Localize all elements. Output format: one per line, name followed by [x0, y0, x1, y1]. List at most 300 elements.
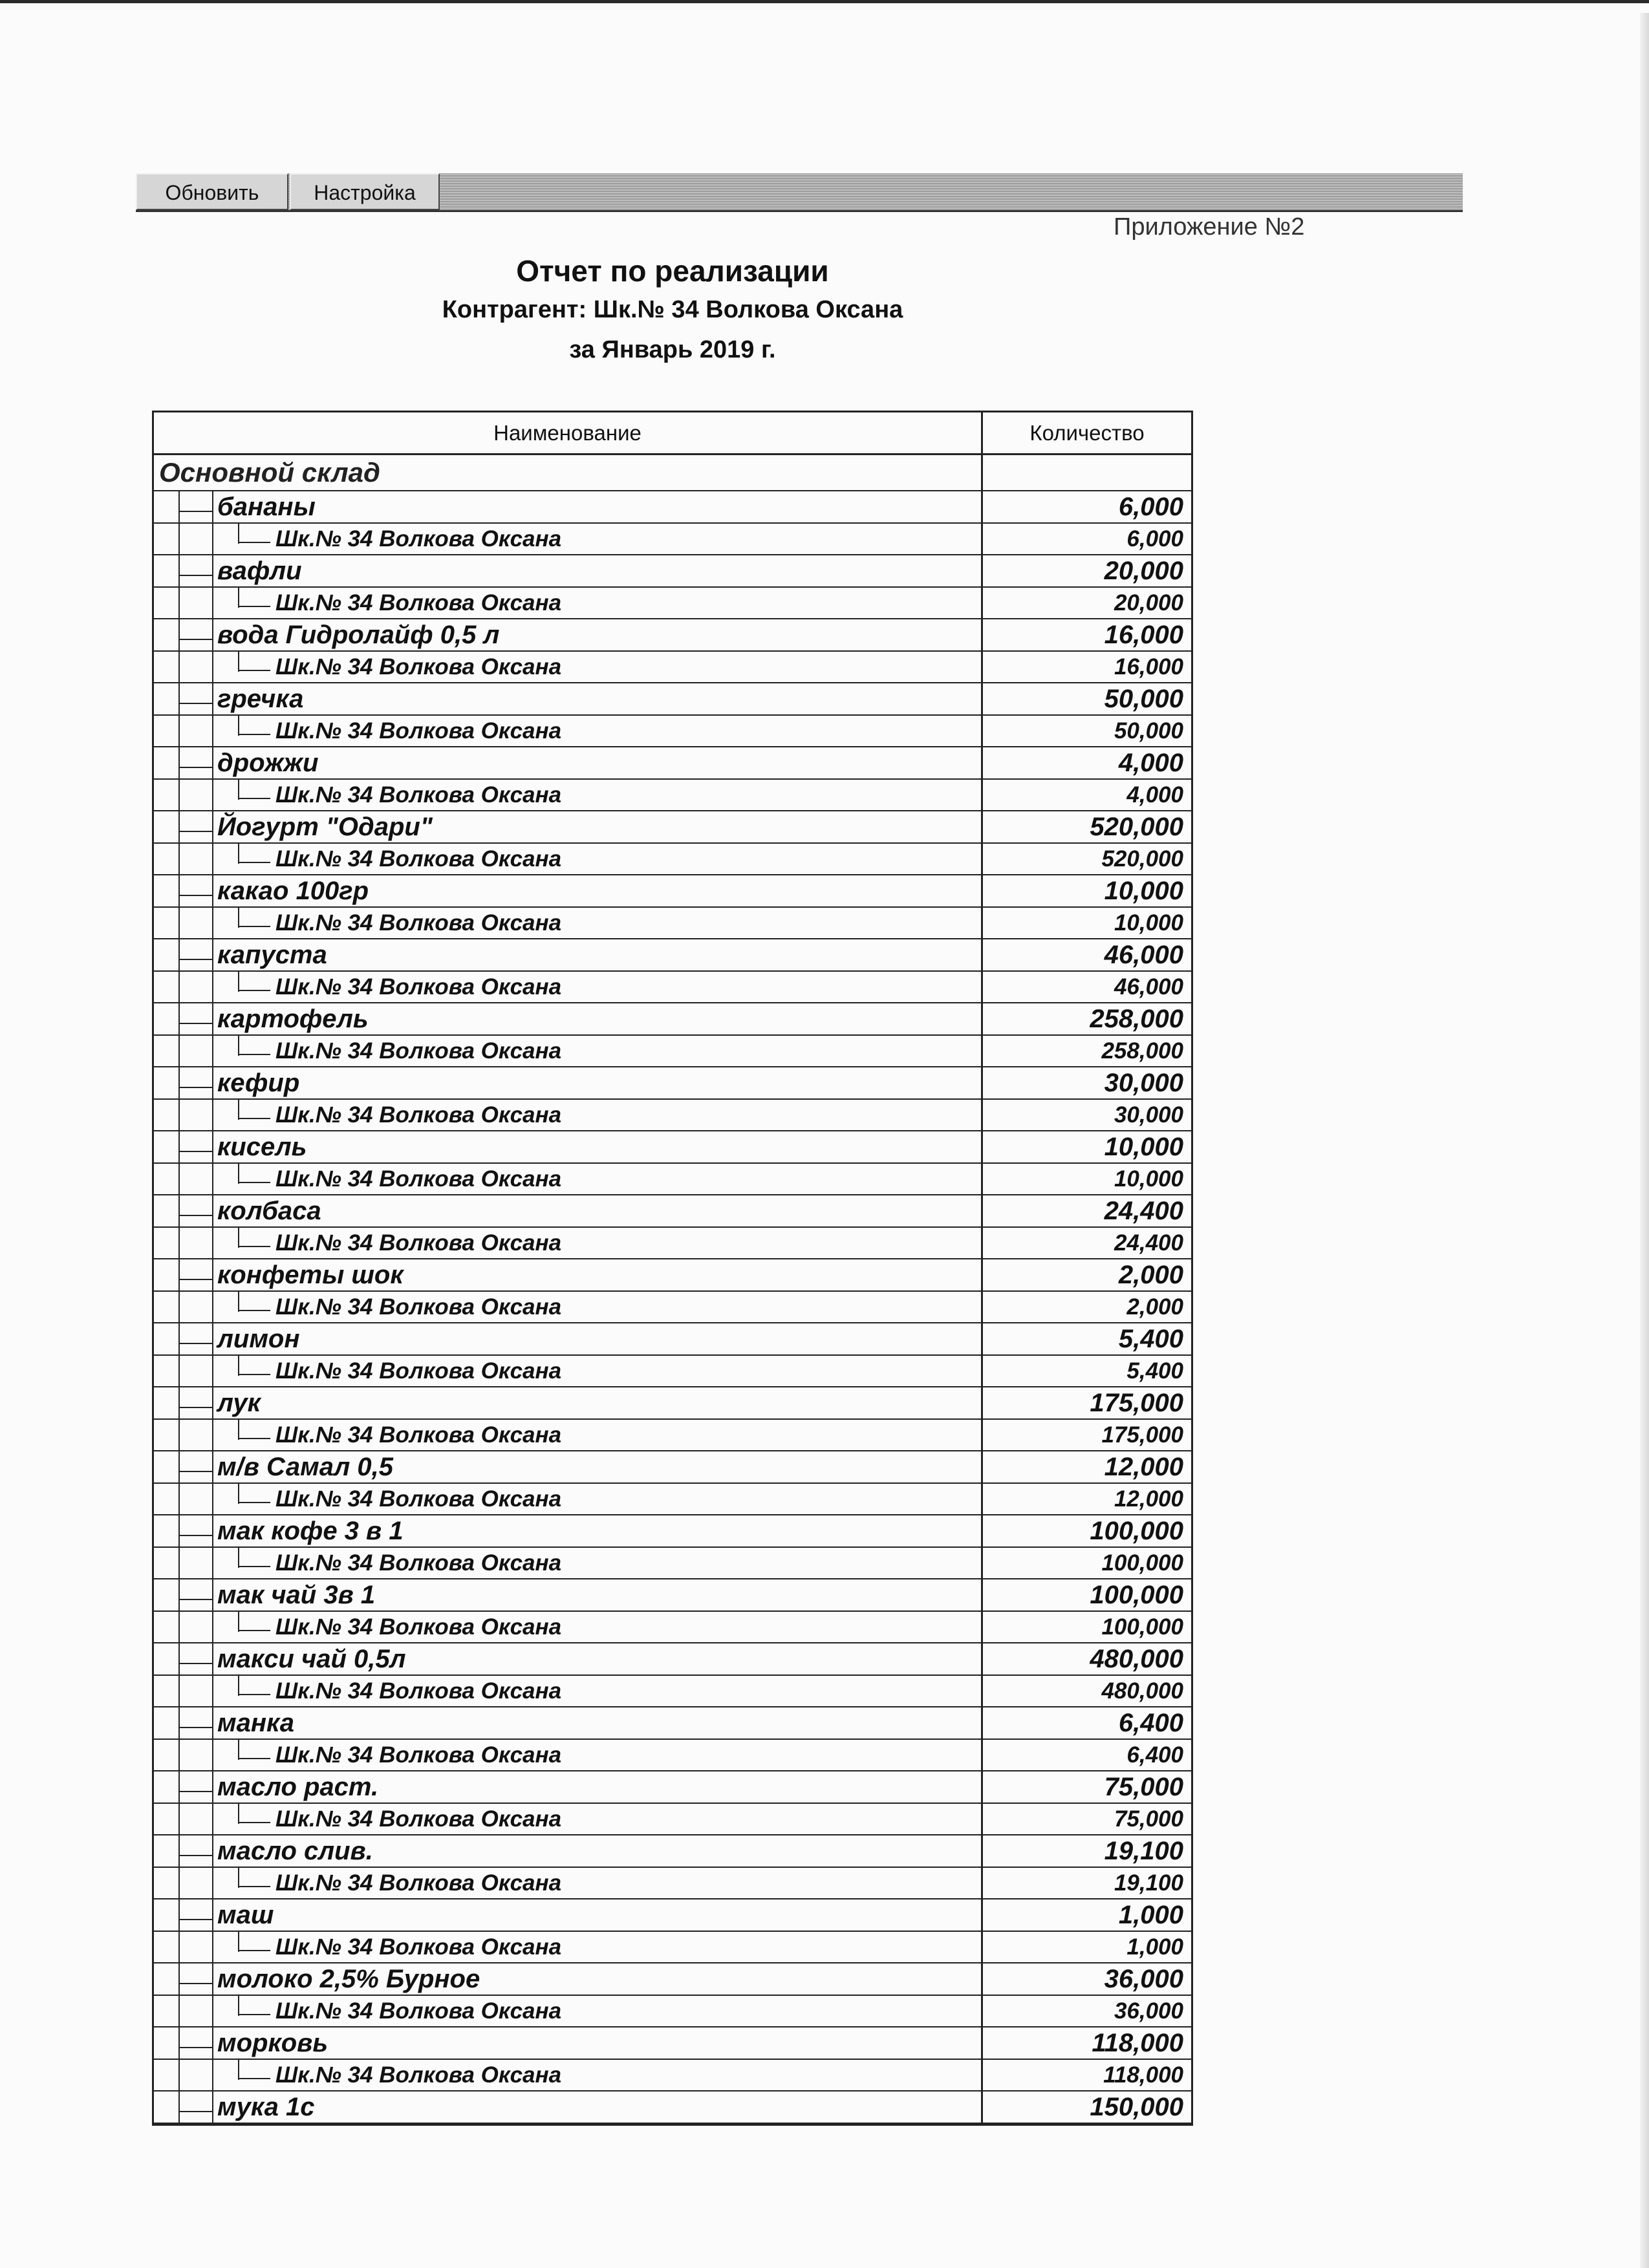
- tree-connector: [238, 606, 270, 607]
- table-row: [154, 1292, 1191, 1323]
- product-cell: [154, 747, 983, 778]
- product-quantity: 19,100: [1104, 1837, 1183, 1865]
- tree-connector: [238, 1310, 270, 1311]
- tree-line: [238, 524, 239, 544]
- tree-connector: [178, 1919, 212, 1920]
- tree-line: [178, 1643, 180, 1674]
- product-cell: [154, 1451, 983, 1482]
- product-cell: [154, 1387, 983, 1418]
- tree-connector: [178, 1727, 212, 1728]
- product-quantity: 258,000: [1090, 1005, 1183, 1033]
- product-name: кефир: [217, 1069, 300, 1097]
- tree-line: [212, 1003, 213, 1034]
- tree-line: [212, 588, 213, 618]
- tree-line: [212, 1963, 213, 1995]
- counterparty-name: Шк.№ 34 Волкова Оксана: [275, 1678, 562, 1704]
- tree-line: [238, 908, 239, 928]
- counterparty-quantity: 2,000: [1126, 1294, 1183, 1320]
- table-row: [154, 2060, 1191, 2091]
- product-name: мак кофе 3 в 1: [217, 1517, 404, 1545]
- counterparty-cell: [154, 972, 983, 1002]
- tree-connector: [178, 1535, 212, 1536]
- table-row: [154, 716, 1191, 747]
- product-name: лимон: [217, 1325, 300, 1353]
- counterparty-name: Шк.№ 34 Волкова Оксана: [275, 1294, 562, 1320]
- product-cell: [154, 619, 983, 650]
- group-row: [154, 455, 1191, 491]
- product-quantity: 75,000: [1104, 1773, 1183, 1801]
- tree-line: [212, 1292, 213, 1322]
- counterparty-cell: [154, 716, 983, 746]
- settings-button[interactable]: Настройка: [290, 173, 440, 210]
- counterparty-name: Шк.№ 34 Волкова Оксана: [275, 1102, 562, 1128]
- tree-connector: [238, 670, 270, 671]
- tree-line: [212, 1036, 213, 1066]
- column-header-quantity: Количество: [1029, 421, 1145, 445]
- tree-line: [238, 1868, 239, 1888]
- table-row: [154, 1963, 1191, 1996]
- tree-connector: [238, 798, 270, 799]
- product-cell: [154, 683, 983, 714]
- product-quantity: 6,400: [1118, 1709, 1183, 1737]
- table-row: [154, 811, 1191, 844]
- table-row: [154, 1228, 1191, 1259]
- product-cell: [154, 811, 983, 842]
- table-row: [154, 1740, 1191, 1771]
- tree-connector: [238, 1886, 270, 1887]
- counterparty-cell: [154, 524, 983, 554]
- tree-connector: [238, 1566, 270, 1567]
- tree-line: [238, 972, 239, 992]
- tree-connector: [238, 1694, 270, 1695]
- table-row: [154, 491, 1191, 524]
- tree-line: [212, 1579, 213, 1610]
- counterparty-quantity: 36,000: [1114, 1998, 1183, 2024]
- table-row: [154, 1612, 1191, 1643]
- table-body: [154, 491, 1191, 2124]
- table-row: [154, 747, 1191, 780]
- refresh-button[interactable]: Обновить: [136, 173, 288, 210]
- scan-edge-right: [1640, 13, 1649, 2268]
- tree-line: [212, 1259, 213, 1290]
- counterparty-name: Шк.№ 34 Волкова Оксана: [275, 2062, 562, 2088]
- tree-line: [212, 1131, 213, 1162]
- counterparty-name: Шк.№ 34 Волкова Оксана: [275, 974, 562, 1000]
- tree-line: [212, 939, 213, 970]
- tree-line: [178, 1067, 180, 1098]
- product-quantity: 6,000: [1118, 493, 1183, 521]
- table-row: [154, 1804, 1191, 1835]
- tree-line: [178, 1963, 180, 1995]
- product-name: масло раст.: [217, 1773, 379, 1801]
- product-name: дрожжи: [217, 749, 319, 777]
- tree-line: [178, 1771, 180, 1803]
- tree-line: [212, 1420, 213, 1450]
- report-title: Отчет по реализации: [516, 254, 829, 288]
- counterparty-name: Шк.№ 34 Волкова Оксана: [275, 1486, 562, 1512]
- tree-connector: [238, 1630, 270, 1631]
- counterparty-quantity: 118,000: [1103, 2062, 1183, 2088]
- table-row: [154, 1451, 1191, 1484]
- tree-connector: [178, 1343, 212, 1344]
- tree-line: [238, 1548, 239, 1568]
- counterparty-label: Контрагент: Шк.№ 34 Волкова Оксана: [442, 296, 903, 323]
- tree-connector: [238, 1950, 270, 1951]
- tree-line: [212, 1804, 213, 1834]
- product-quantity: 150,000: [1090, 2093, 1183, 2121]
- tree-connector: [238, 542, 270, 543]
- counterparty-cell: [154, 1676, 983, 1706]
- product-quantity: 12,000: [1104, 1453, 1183, 1481]
- tree-connector: [178, 1599, 212, 1600]
- tree-line: [178, 1387, 180, 1418]
- tree-line: [238, 1100, 239, 1120]
- product-quantity: 10,000: [1104, 877, 1183, 905]
- tree-line: [178, 747, 180, 778]
- product-quantity: 46,000: [1104, 941, 1183, 969]
- tree-line: [238, 588, 239, 608]
- tree-line: [178, 1259, 180, 1290]
- table-row: [154, 1356, 1191, 1387]
- tree-line: [212, 844, 213, 874]
- product-quantity: 100,000: [1090, 1581, 1183, 1609]
- tree-line: [238, 1740, 239, 1760]
- tree-connector: [178, 1663, 212, 1664]
- tree-connector: [238, 1182, 270, 1183]
- tree-line: [212, 747, 213, 778]
- table-row: [154, 1323, 1191, 1356]
- tree-line: [212, 1707, 213, 1738]
- tree-connector: [178, 959, 212, 960]
- tree-line: [212, 1771, 213, 1803]
- tree-line: [212, 1740, 213, 1770]
- tree-line: [178, 588, 180, 618]
- tree-line: [238, 844, 239, 864]
- tree-line: [212, 1451, 213, 1482]
- tree-line: [212, 1323, 213, 1354]
- tree-line: [238, 1484, 239, 1504]
- product-name: конфеты шок: [217, 1261, 404, 1289]
- product-quantity: 36,000: [1104, 1965, 1183, 1993]
- product-cell: [154, 2091, 983, 2123]
- product-quantity: 30,000: [1104, 1069, 1183, 1097]
- tree-line: [178, 1707, 180, 1738]
- tree-line: [178, 524, 180, 554]
- product-name: Йогурт "Одари": [217, 813, 433, 841]
- table-row: [154, 2027, 1191, 2060]
- product-cell: [154, 1899, 983, 1931]
- tree-line: [178, 939, 180, 970]
- toolbar: [136, 173, 1463, 212]
- counterparty-cell: [154, 1804, 983, 1834]
- counterparty-quantity: 100,000: [1101, 1614, 1183, 1640]
- table-row: [154, 1835, 1191, 1868]
- tree-connector: [178, 639, 212, 640]
- tree-line: [178, 1356, 180, 1386]
- tree-line: [212, 1643, 213, 1674]
- product-cell: [154, 1259, 983, 1290]
- tree-connector: [178, 767, 212, 768]
- tree-line: [178, 1612, 180, 1642]
- product-quantity: 100,000: [1090, 1517, 1183, 1545]
- tree-line: [178, 1868, 180, 1898]
- tree-line: [212, 1612, 213, 1642]
- product-name: макси чай 0,5л: [217, 1645, 406, 1673]
- tree-line: [178, 2091, 180, 2123]
- product-cell: [154, 1707, 983, 1738]
- table-row: [154, 524, 1191, 555]
- table-row: [154, 1259, 1191, 1292]
- product-quantity: 50,000: [1104, 685, 1183, 713]
- tree-line: [238, 1164, 239, 1184]
- counterparty-cell: [154, 1868, 983, 1898]
- counterparty-quantity: 6,400: [1126, 1742, 1183, 1768]
- product-name: манка: [217, 1709, 295, 1737]
- table-row: [154, 1484, 1191, 1515]
- counterparty-name: Шк.№ 34 Волкова Оксана: [275, 1422, 562, 1448]
- table-row: [154, 1868, 1191, 1899]
- counterparty-cell: [154, 2060, 983, 2090]
- product-cell: [154, 2027, 983, 2059]
- tree-line: [212, 875, 213, 906]
- tree-line: [212, 780, 213, 810]
- tree-line: [238, 1612, 239, 1632]
- counterparty-cell: [154, 908, 983, 938]
- counterparty-name: Шк.№ 34 Волкова Оксана: [275, 1806, 562, 1832]
- table-row: [154, 875, 1191, 908]
- tree-line: [178, 1932, 180, 1962]
- tree-line: [178, 1420, 180, 1450]
- counterparty-name: Шк.№ 34 Волкова Оксана: [275, 1998, 562, 2024]
- counterparty-quantity: 24,400: [1114, 1230, 1183, 1256]
- tree-connector: [238, 1246, 270, 1247]
- tree-connector: [178, 1855, 212, 1856]
- product-cell: [154, 1579, 983, 1610]
- tree-line: [212, 1899, 213, 1931]
- table-row: [154, 1387, 1191, 1420]
- scan-edge: [0, 0, 1649, 13]
- product-quantity: 520,000: [1090, 813, 1183, 841]
- tree-connector: [178, 1279, 212, 1280]
- tree-line: [178, 652, 180, 682]
- table-row: [154, 1548, 1191, 1579]
- counterparty-quantity: 5,400: [1126, 1358, 1183, 1384]
- counterparty-name: Шк.№ 34 Волкова Оксана: [275, 1934, 562, 1960]
- tree-line: [178, 780, 180, 810]
- table-row: [154, 1996, 1191, 2027]
- counterparty-name: Шк.№ 34 Волкова Оксана: [275, 1166, 562, 1192]
- tree-line: [212, 1484, 213, 1514]
- product-cell: [154, 1131, 983, 1162]
- counterparty-cell: [154, 1292, 983, 1322]
- tree-line: [178, 1131, 180, 1162]
- product-name: мука 1с: [217, 2093, 315, 2121]
- tree-line: [212, 811, 213, 842]
- tree-line: [178, 619, 180, 650]
- tree-line: [238, 1420, 239, 1440]
- tree-connector: [178, 2047, 212, 2048]
- tree-line: [238, 1996, 239, 2016]
- product-name: м/в Самал 0,5: [217, 1453, 394, 1481]
- report-table: [152, 411, 1193, 2126]
- counterparty-quantity: 12,000: [1114, 1486, 1183, 1512]
- tree-line: [212, 491, 213, 522]
- product-quantity: 10,000: [1104, 1133, 1183, 1161]
- tree-connector: [178, 1215, 212, 1216]
- product-name: маш: [217, 1901, 274, 1929]
- table-row: [154, 1515, 1191, 1548]
- table-row: [154, 844, 1191, 875]
- counterparty-cell: [154, 1228, 983, 1258]
- product-cell: [154, 491, 983, 522]
- table-row: [154, 1100, 1191, 1131]
- tree-line: [212, 1387, 213, 1418]
- tree-connector: [238, 1502, 270, 1503]
- counterparty-cell: [154, 1548, 983, 1578]
- tree-line: [212, 1515, 213, 1546]
- product-cell: [154, 1963, 983, 1995]
- table-row: [154, 1771, 1191, 1804]
- tree-line: [178, 1003, 180, 1034]
- product-quantity: 16,000: [1104, 621, 1183, 649]
- tree-connector: [238, 1054, 270, 1055]
- counterparty-quantity: 1,000: [1126, 1934, 1183, 1960]
- tree-connector: [178, 2111, 212, 2112]
- table-row: [154, 588, 1191, 619]
- tree-line: [178, 1579, 180, 1610]
- tree-line: [212, 1932, 213, 1962]
- product-cell: [154, 1643, 983, 1674]
- counterparty-name: Шк.№ 34 Волкова Оксана: [275, 1550, 562, 1576]
- table-row: [154, 1164, 1191, 1195]
- tree-line: [178, 1292, 180, 1322]
- counterparty-name: Шк.№ 34 Волкова Оксана: [275, 1870, 562, 1896]
- tree-line: [212, 1835, 213, 1867]
- counterparty-cell: [154, 1164, 983, 1194]
- tree-connector: [238, 926, 270, 927]
- product-name: картофель: [217, 1005, 369, 1033]
- tree-connector: [178, 1087, 212, 1088]
- counterparty-cell: [154, 588, 983, 618]
- tree-line: [178, 1515, 180, 1546]
- tree-connector: [238, 990, 270, 991]
- table-row: [154, 652, 1191, 683]
- counterparty-quantity: 480,000: [1101, 1678, 1183, 1704]
- product-quantity: 175,000: [1090, 1389, 1183, 1417]
- tree-line: [212, 1356, 213, 1386]
- tree-line: [178, 1676, 180, 1706]
- tree-line: [178, 1323, 180, 1354]
- counterparty-cell: [154, 652, 983, 682]
- tree-connector: [178, 1407, 212, 1408]
- table-row: [154, 1036, 1191, 1067]
- table-row: [154, 2091, 1191, 2124]
- counterparty-name: Шк.№ 34 Волкова Оксана: [275, 1614, 562, 1640]
- counterparty-quantity: 175,000: [1101, 1422, 1183, 1448]
- counterparty-cell: [154, 1100, 983, 1130]
- counterparty-quantity: 10,000: [1114, 910, 1183, 936]
- tree-connector: [238, 1758, 270, 1759]
- product-quantity: 20,000: [1104, 557, 1183, 585]
- product-name: капуста: [217, 941, 327, 969]
- tree-line: [178, 683, 180, 714]
- counterparty-quantity: 16,000: [1114, 654, 1183, 679]
- tree-line: [238, 2060, 239, 2080]
- tree-line: [212, 972, 213, 1002]
- product-cell: [154, 1067, 983, 1098]
- table-row: [154, 1932, 1191, 1963]
- table-row: [154, 1643, 1191, 1676]
- tree-line: [178, 1228, 180, 1258]
- counterparty-cell: [154, 1356, 983, 1386]
- tree-connector: [238, 1822, 270, 1823]
- product-name: лук: [217, 1389, 261, 1417]
- period-label: за Январь 2019 г.: [569, 336, 776, 363]
- tree-line: [238, 1292, 239, 1312]
- product-cell: [154, 1835, 983, 1867]
- tree-connector: [178, 1791, 212, 1792]
- table-row: [154, 1579, 1191, 1612]
- tree-line: [178, 1164, 180, 1194]
- product-quantity: 1,000: [1118, 1901, 1183, 1929]
- product-name: масло слив.: [217, 1837, 373, 1865]
- tree-line: [178, 1100, 180, 1130]
- product-quantity: 5,400: [1118, 1325, 1183, 1353]
- tree-connector: [178, 703, 212, 704]
- tree-line: [212, 2091, 213, 2123]
- tree-line: [238, 1676, 239, 1696]
- tree-connector: [178, 511, 212, 512]
- tree-connector: [238, 2078, 270, 2079]
- tree-line: [212, 2027, 213, 2059]
- counterparty-quantity: 10,000: [1114, 1166, 1183, 1192]
- tree-line: [178, 1484, 180, 1514]
- counterparty-quantity: 30,000: [1114, 1102, 1183, 1128]
- tree-line: [212, 619, 213, 650]
- tree-line: [212, 555, 213, 586]
- counterparty-name: Шк.№ 34 Волкова Оксана: [275, 846, 562, 872]
- product-name: морковь: [217, 2029, 329, 2057]
- tree-line: [212, 683, 213, 714]
- counterparty-name: Шк.№ 34 Волкова Оксана: [275, 910, 562, 936]
- tree-line: [238, 652, 239, 672]
- tree-line: [178, 1451, 180, 1482]
- counterparty-quantity: 100,000: [1101, 1550, 1183, 1576]
- tree-connector: [238, 734, 270, 735]
- counterparty-quantity: 6,000: [1126, 526, 1183, 551]
- tree-line: [238, 780, 239, 800]
- tree-connector: [178, 831, 212, 832]
- tree-line: [212, 1164, 213, 1194]
- counterparty-name: Шк.№ 34 Волкова Оксана: [275, 1038, 562, 1064]
- tree-line: [238, 1932, 239, 1952]
- counterparty-cell: [154, 1036, 983, 1066]
- tree-line: [178, 908, 180, 938]
- tree-connector: [238, 1118, 270, 1119]
- counterparty-cell: [154, 1740, 983, 1770]
- table-row: [154, 972, 1191, 1003]
- counterparty-cell: [154, 1420, 983, 1450]
- tree-line: [178, 716, 180, 746]
- tree-line: [178, 1804, 180, 1834]
- tree-line: [178, 2060, 180, 2090]
- product-name: какао 100гр: [217, 877, 369, 905]
- table-row: [154, 939, 1191, 972]
- tree-line: [178, 811, 180, 842]
- tree-line: [238, 1356, 239, 1376]
- tree-line: [212, 1676, 213, 1706]
- counterparty-name: Шк.№ 34 Волкова Оксана: [275, 782, 562, 808]
